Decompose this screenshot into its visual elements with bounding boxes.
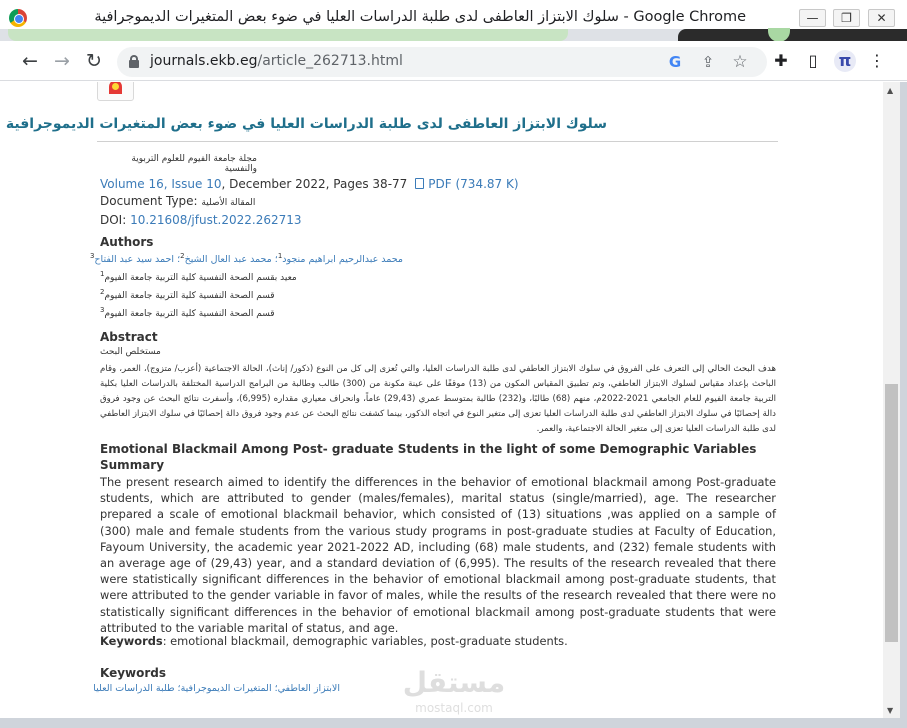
tab-active[interactable] <box>8 29 568 41</box>
google-lens-icon[interactable]: G <box>668 53 682 71</box>
journal-logo-icon <box>109 82 122 94</box>
scroll-up-arrow-icon[interactable]: ▲ <box>887 86 894 95</box>
doi-link[interactable]: 10.21608/jfust.2022.262713 <box>130 213 302 227</box>
url-host: journals.ekb.eg <box>150 53 258 69</box>
author-link[interactable]: احمد سيد عبد الفتاح <box>94 254 175 266</box>
back-arrow-icon[interactable]: ← <box>22 50 38 72</box>
english-keywords: : emotional blackmail, demographic variables, post-graduate students. <box>162 634 568 648</box>
scrollbar-thumb[interactable] <box>885 384 898 642</box>
author-sup: 2 <box>180 252 185 260</box>
affiliation <box>100 306 295 319</box>
abstract-heading: Abstract <box>100 330 158 344</box>
pdf-link[interactable]: PDF (734.87 K) <box>428 177 519 191</box>
keyword-link[interactable]: طلبة الدراسات العليا <box>93 683 175 694</box>
chrome-logo-icon <box>9 9 27 27</box>
affiliation-sup: 3 <box>100 306 105 314</box>
title-divider <box>97 141 778 142</box>
affiliation <box>100 288 295 301</box>
volume-issue-link[interactable]: Volume 16, Issue 10 <box>100 177 222 191</box>
keyword-link[interactable]: الابتزاز العاطفي <box>277 683 340 694</box>
pdf-icon[interactable] <box>415 178 424 189</box>
english-summary: The present research aimed to identify the differences in the behavior of emotional blackmail among Post-graduate students, which are attributed to gender (males/females), marital status (single/married), age. The researcher prepared a scale of emotional blackmail behavior, which consisted of (13) situations ,was applied on a sample of (300) male and female students from the various study programs in post-graduate studies at Faculty of Education, Fayoum University, the academic year 2021-2022 AD, including (68) male students, and (232) female students with an average age of (29,43) year, and a standard deviation of (6,995). The results of the research revealed that there were statistically significant differences in the behavior of emotional blackmail among post-graduate students, that were attributed to the gender variable in favor of males, while the results of the research revealed that there were no statistically significant differences in the behavior of emotional blackmail among post-graduate students that were attributed to the variable marital of status, and age. <box>100 475 776 635</box>
article-title: سلوك الابتزاز العاطفى لدى طلبة الدراسات العليا في ضوء بعض المتغيرات الديموجرافية <box>5 116 607 132</box>
url-text[interactable] <box>150 53 403 69</box>
scroll-down-arrow-icon[interactable]: ▼ <box>887 706 894 715</box>
arabic-abstract: هدف البحث الحالي إلى التعرف على الفروق في سلوك الابتزاز العاطفي لدى طلبة الدراسات العليا، والتي تُعزى إلى كل من النوع (ذكور/ إناث)، الحالة الاجتماعية (أعزب/ متزوج)، العمر، وقام الباحث بإعداد مقياس لسلوك الابتزاز العاطفي، وتم تطبيق المقياس المكون من (13) موقفًا على عينة مكونة من (300) طالب وطالبة من البرامج الدراسية المختلفة بالدراسات العليا بكلية التربية جامعة الفيوم للعام الجامعي 2021-2022م، منهم (68) طالبًا، و(232) طالبة بمتوسط عمري (29,43) عاماً، وانحراف معياري مقداره (6,995)، وأسفرت نتائج البحث عن وجود فروق دالة إحصائيًا في سلوك الابتزاز العاطفي لدى طلبة الدراسات العليا تعزى إلى متغير النوع في اتجاه الذكور، بينما كشفت نتائج البحث عن عدم وجود فروق دالة إحصائيًا في سلوك الابتزاز العاطفي لدى طلبة الدراسات العليا تعزى إلى متغير الحالة الاجتماعية، والعمر. <box>100 364 776 434</box>
mostaql-watermark <box>398 666 510 718</box>
watermark-url: mostaql.com <box>415 701 493 715</box>
watermark-brand: مستقل <box>402 666 506 699</box>
journal-name: مجلة جامعة الفيوم للعلوم التربوية والنفسية <box>131 154 257 174</box>
browser-toolbar <box>0 41 907 81</box>
maximize-button[interactable]: ❐ <box>833 9 860 27</box>
bookmark-star-icon[interactable]: ☆ <box>732 52 748 72</box>
close-button[interactable]: ✕ <box>868 9 895 27</box>
english-keywords-line <box>100 634 568 648</box>
address-bar[interactable] <box>117 47 767 77</box>
affiliation <box>100 270 295 283</box>
document-type-line <box>100 194 255 208</box>
summary-heading: Summary <box>100 458 165 472</box>
keywords-list: الابتزاز العاطفي؛ المتغيرات الديموجرافية؛ طلبة الدراسات العليا <box>93 683 340 694</box>
reload-icon[interactable]: ↻ <box>86 50 102 72</box>
affiliation-text: قسم الصحة النفسية كلية التربية جامعة الفيوم <box>104 309 275 319</box>
arabic-abstract-subheading: مستخلص البحث <box>100 347 161 357</box>
document-type-label: Document Type: <box>100 194 198 208</box>
side-panel-icon[interactable]: ▯ <box>808 51 818 70</box>
window-title: سلوك الابتزاز العاطفى لدى طلبة الدراسات العليا في ضوء بعض المتغيرات الديموجرافية - Google Chrome <box>94 9 746 25</box>
affiliation-text: معيد بقسم الصحة النفسية كلية التربية جامعة الفيوم <box>104 273 297 283</box>
url-path: /article_262713.html <box>257 53 403 69</box>
authors-list: محمد عبدالرحيم ابراهيم منجود$^1$؛ محمد عبد العال الشيخ$^2$؛ احمد سيد عبد الفتاح$^3$ <box>89 252 403 266</box>
profile-avatar-icon[interactable]: π <box>834 50 856 72</box>
window-border <box>900 82 907 728</box>
journal-logo[interactable] <box>97 82 134 101</box>
affiliation-sup: 2 <box>100 288 105 296</box>
menu-kebab-icon[interactable]: ⋮ <box>869 51 885 70</box>
doi-line <box>100 213 302 227</box>
author-link[interactable]: محمد عبدالرحيم ابراهيم منجود <box>282 254 403 266</box>
minimize-button[interactable]: — <box>799 9 826 27</box>
english-keywords-label: Keywords <box>100 634 163 648</box>
date-pages: , December 2022, Pages 38-77 <box>221 177 408 191</box>
keywords-heading: Keywords <box>100 666 167 680</box>
window-border-bottom <box>0 718 907 728</box>
vertical-scrollbar[interactable] <box>883 82 900 718</box>
author-sup: 1 <box>277 252 283 260</box>
keyword-link[interactable]: المتغيرات الديموجرافية <box>180 683 272 694</box>
extensions-puzzle-icon[interactable]: ✚ <box>774 51 788 70</box>
author-sup: 3 <box>89 252 95 260</box>
affiliation-text: قسم الصحة النفسية كلية التربية جامعة الفيوم <box>104 291 275 301</box>
authors-heading: Authors <box>100 235 154 249</box>
doi-label: DOI: <box>100 213 127 227</box>
author-link[interactable]: محمد عبد العال الشيخ <box>184 254 272 266</box>
english-title: Emotional Blackmail Among Post- graduate Students in the light of some Demographic Variables <box>100 442 757 456</box>
page-content <box>0 82 883 728</box>
affiliation-sup: 1 <box>100 270 105 278</box>
document-type-value: المقالة الأصلية <box>201 198 256 208</box>
lock-icon[interactable] <box>129 55 139 68</box>
share-icon[interactable]: ⇪ <box>701 53 715 71</box>
forward-arrow-icon[interactable]: → <box>54 50 70 72</box>
issue-line <box>100 177 519 191</box>
